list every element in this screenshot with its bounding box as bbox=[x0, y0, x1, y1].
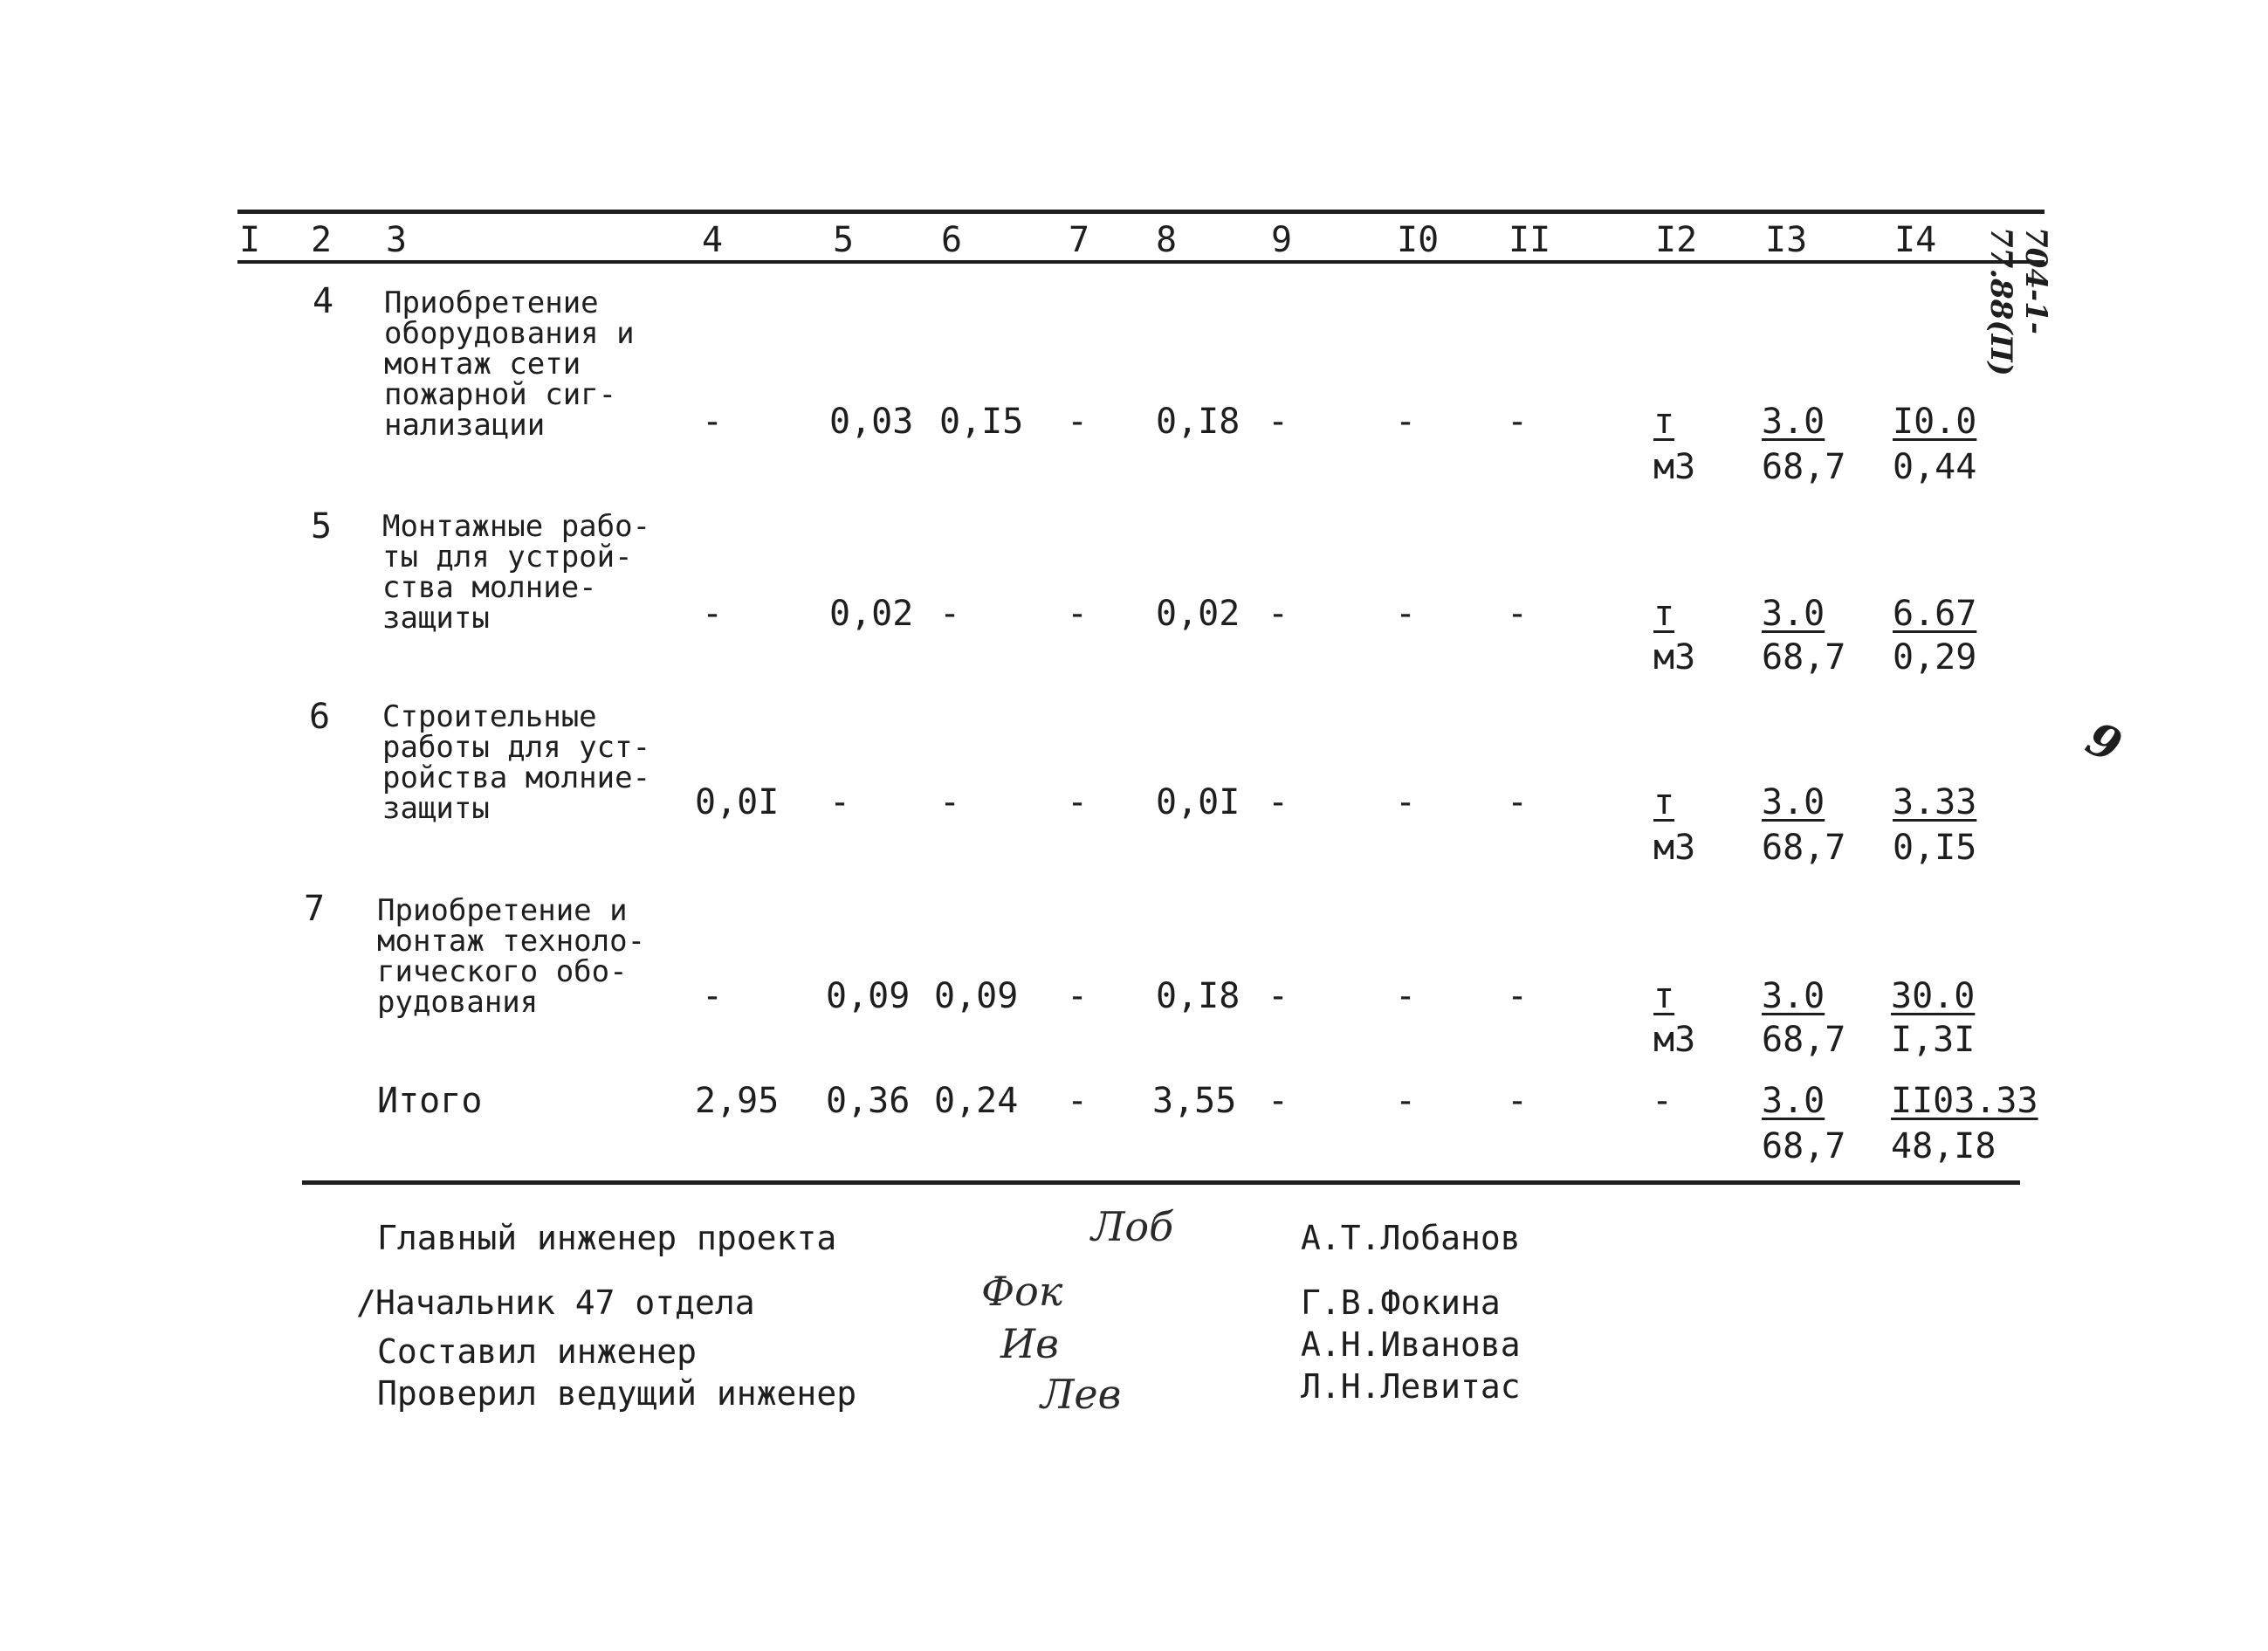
cell-col12-bottom: м3 bbox=[1653, 637, 1696, 678]
col-header-9: 9 bbox=[1271, 220, 1293, 260]
cell-col9: - bbox=[1268, 402, 1289, 442]
cell-col7: - bbox=[1067, 402, 1089, 442]
col-header-4: 4 bbox=[702, 220, 724, 260]
total-col11: - bbox=[1507, 1081, 1529, 1121]
cell-col13-bottom: 68,7 bbox=[1762, 828, 1846, 868]
cell-col11: - bbox=[1507, 594, 1529, 634]
cell-col9: - bbox=[1268, 976, 1289, 1016]
cell-col11: - bbox=[1507, 402, 1529, 442]
cell-col7: - bbox=[1067, 976, 1089, 1016]
cell-col12-bottom: м3 bbox=[1653, 828, 1696, 868]
cell-col5: 0,02 bbox=[829, 594, 914, 634]
signature-image: Фок bbox=[981, 1268, 1063, 1315]
cell-col12-top: т bbox=[1653, 402, 1675, 442]
cell-col9: - bbox=[1268, 782, 1289, 822]
role-checked-by: Проверил ведущий инженер bbox=[377, 1374, 857, 1413]
col-header-7: 7 bbox=[1069, 220, 1090, 260]
col-header-3: 3 bbox=[386, 220, 408, 260]
role-compiled-by: Составил инженер bbox=[377, 1332, 698, 1371]
total-col14-bottom: 48,I8 bbox=[1891, 1126, 1997, 1166]
cell-col10: - bbox=[1395, 594, 1417, 634]
col-header-8: 8 bbox=[1156, 220, 1178, 260]
cell-col14-bottom: 0,44 bbox=[1893, 447, 1977, 487]
row-number: 6 bbox=[309, 697, 331, 737]
role-chief-engineer: Главный инженер проекта bbox=[377, 1219, 837, 1257]
cell-col7: - bbox=[1067, 782, 1089, 822]
cell-col11: - bbox=[1507, 976, 1529, 1016]
cell-col12-top: т bbox=[1653, 976, 1675, 1016]
side-document-code: 704-1-77.88(П) bbox=[1983, 227, 2053, 376]
cell-col13-top: 3.0 bbox=[1762, 402, 1825, 442]
cell-col4: - bbox=[702, 402, 724, 442]
cell-col14-bottom: 0,29 bbox=[1893, 637, 1977, 678]
total-col7: - bbox=[1067, 1081, 1089, 1121]
cell-col12-bottom: м3 bbox=[1653, 447, 1696, 487]
cell-col13-bottom: 68,7 bbox=[1762, 1020, 1846, 1060]
cell-col8: 0,02 bbox=[1156, 594, 1241, 634]
cell-col14-bottom: 0,I5 bbox=[1893, 828, 1977, 868]
page-number: 9 bbox=[2078, 712, 2130, 774]
col-header-10: I0 bbox=[1397, 220, 1440, 260]
cell-col7: - bbox=[1067, 594, 1089, 634]
cell-col14-top: 30.0 bbox=[1891, 976, 1976, 1016]
signature-image: Лев bbox=[1041, 1371, 1122, 1418]
cell-col6: - bbox=[939, 594, 961, 634]
bottom-rule bbox=[302, 1180, 2020, 1185]
role-department-head: Начальник 47 отдела bbox=[375, 1283, 755, 1322]
cell-col14-top: 6.67 bbox=[1893, 594, 1977, 634]
cell-col10: - bbox=[1395, 782, 1417, 822]
cell-col5: 0,03 bbox=[829, 402, 914, 442]
cell-col6: - bbox=[939, 782, 961, 822]
name-compiled-by: А.Н.Иванова bbox=[1301, 1325, 1521, 1364]
name-checked-by: Л.Н.Левитас bbox=[1301, 1367, 1521, 1406]
total-col9: - bbox=[1268, 1081, 1289, 1121]
cell-col8: 0,0I bbox=[1156, 782, 1241, 822]
cell-col14-top: I0.0 bbox=[1893, 402, 1977, 442]
total-col6: 0,24 bbox=[934, 1081, 1019, 1121]
total-col10: - bbox=[1395, 1081, 1417, 1121]
col-header-1: I bbox=[239, 220, 261, 260]
cell-col5: 0,09 bbox=[826, 976, 911, 1016]
col-header-13: I3 bbox=[1765, 220, 1808, 260]
col-header-5: 5 bbox=[833, 220, 855, 260]
row-description: Приобретение и монтаж техноло- гического обо- рудования bbox=[377, 893, 646, 1020]
signature-image: Ив bbox=[1000, 1320, 1059, 1367]
col-header-11: II bbox=[1509, 220, 1551, 260]
row-number: 7 bbox=[304, 889, 326, 929]
col-header-6: 6 bbox=[941, 220, 963, 260]
cell-col12-bottom: м3 bbox=[1653, 1020, 1696, 1060]
cell-col8: 0,I8 bbox=[1156, 402, 1241, 442]
col-header-2: 2 bbox=[311, 220, 333, 260]
cell-col9: - bbox=[1268, 594, 1289, 634]
cell-col5: - bbox=[829, 782, 851, 822]
row-description: Приобретение оборудования и монтаж сети пожарной сиг- нализации bbox=[384, 285, 635, 443]
cell-col14-top: 3.33 bbox=[1893, 782, 1977, 822]
row-description: Монтажные рабо- ты для устрой- ства молние- защиты bbox=[382, 509, 651, 636]
margin-tick: / bbox=[356, 1283, 376, 1322]
cell-col6: 0,09 bbox=[934, 976, 1019, 1016]
name-chief-engineer: А.Т.Лобанов bbox=[1301, 1219, 1521, 1257]
cell-col12-top: т bbox=[1653, 782, 1675, 822]
total-col5: 0,36 bbox=[826, 1081, 911, 1121]
cell-col13-bottom: 68,7 bbox=[1762, 637, 1846, 678]
cell-col13-bottom: 68,7 bbox=[1762, 447, 1846, 487]
total-col13-top: 3.0 bbox=[1762, 1081, 1825, 1121]
total-col13-bottom: 68,7 bbox=[1762, 1126, 1846, 1166]
cell-col12-top: т bbox=[1653, 594, 1675, 634]
cell-col11: - bbox=[1507, 782, 1529, 822]
cell-col14-bottom: I,3I bbox=[1891, 1020, 1976, 1060]
cell-col13-top: 3.0 bbox=[1762, 594, 1825, 634]
cell-col4: - bbox=[702, 594, 724, 634]
row-number: 4 bbox=[313, 281, 334, 321]
cell-col6: 0,I5 bbox=[939, 402, 1024, 442]
row-description: Строительные работы для уст- ройства молние- защиты bbox=[382, 699, 651, 826]
cell-col13-top: 3.0 bbox=[1762, 976, 1825, 1016]
name-department-head: Г.В.Фокина bbox=[1301, 1283, 1501, 1322]
total-col12: - bbox=[1652, 1081, 1674, 1121]
cell-col4: 0,0I bbox=[695, 782, 780, 822]
cell-col10: - bbox=[1395, 402, 1417, 442]
row-number: 5 bbox=[311, 506, 333, 547]
total-col14-top: II03.33 bbox=[1891, 1081, 2038, 1121]
cell-col13-top: 3.0 bbox=[1762, 782, 1825, 822]
top-rule bbox=[237, 210, 2045, 214]
cell-col4: - bbox=[702, 976, 724, 1016]
total-col4: 2,95 bbox=[695, 1081, 780, 1121]
total-col8: 3,55 bbox=[1152, 1081, 1237, 1121]
signature-image: Лоб bbox=[1091, 1203, 1174, 1250]
cell-col8: 0,I8 bbox=[1156, 976, 1241, 1016]
header-rule bbox=[237, 260, 2045, 264]
total-label: Итого bbox=[377, 1081, 483, 1121]
cell-col10: - bbox=[1395, 976, 1417, 1016]
col-header-12: I2 bbox=[1655, 220, 1698, 260]
col-header-14: I4 bbox=[1894, 220, 1937, 260]
